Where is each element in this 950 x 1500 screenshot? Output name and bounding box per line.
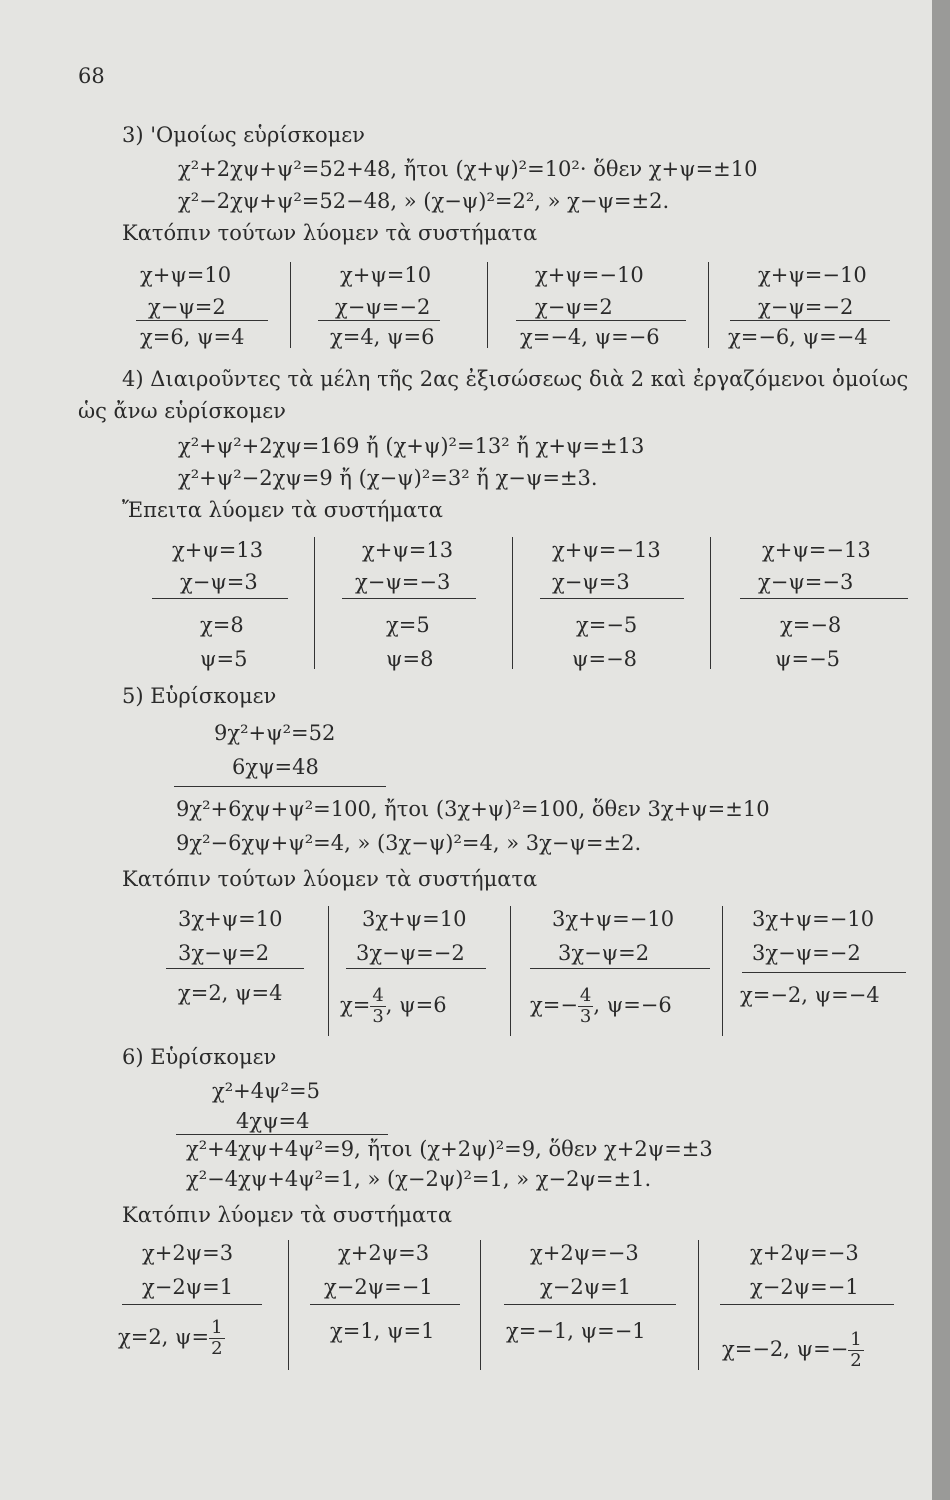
fraction-denominator: 3 <box>372 1006 384 1027</box>
s6-sys2-eq-a: χ+2ψ=3 <box>338 1241 430 1265</box>
s6-sys1-eq-a: χ+2ψ=3 <box>142 1241 234 1265</box>
s5-sys2-fraction <box>370 986 385 1027</box>
s5-given-2: 6χψ=48 <box>232 755 319 779</box>
s4-sys2-result-y: ψ=8 <box>386 647 434 671</box>
section-6-eq2: χ²−4χψ+4ψ²=1, » (χ−2ψ)²=1, » χ−2ψ=±1. <box>186 1167 652 1191</box>
s5-given-rule <box>174 786 386 787</box>
s3-sys3-eq-a: χ+ψ=−10 <box>535 263 644 287</box>
s5-sys3-result-x: χ=− <box>530 993 578 1017</box>
s4-divider-2 <box>512 537 513 669</box>
s5-sys2-result-x: χ= <box>340 993 371 1017</box>
s4-sys4-result-x: χ=−8 <box>780 613 842 637</box>
s5-sys3-result <box>530 986 672 1027</box>
s5-sys2-result <box>340 986 447 1027</box>
s5-given-1: 9χ²+ψ²=52 <box>214 721 336 745</box>
s3-sys1-eq-b: χ−ψ=2 <box>148 295 226 319</box>
section-3-intro: 3) 'Ομοίως εὑρίσκομεν <box>122 123 365 147</box>
s6-given-2: 4χψ=4 <box>236 1109 310 1133</box>
s3-sys2-eq-b: χ−ψ=−2 <box>335 295 431 319</box>
s3-sys4-result: χ=−6, ψ=−4 <box>728 325 868 349</box>
s6-given-rule <box>176 1134 388 1135</box>
section-5-eq2: 9χ²−6χψ+ψ²=4, » (3χ−ψ)²=4, » 3χ−ψ=±2. <box>176 831 642 855</box>
fraction-numerator: 4 <box>579 985 592 1006</box>
s5-sys3-fraction <box>578 986 593 1027</box>
s5-sys1-eq-b: 3χ−ψ=2 <box>178 941 270 965</box>
s3-sys3-result: χ=−4, ψ=−6 <box>520 325 660 349</box>
fraction-numerator: 4 <box>372 985 384 1006</box>
s4-sys4-result-y: ψ=−5 <box>775 647 841 671</box>
s5-sys2-eq-b: 3χ−ψ=−2 <box>356 941 465 965</box>
s5-sys3-eq-a: 3χ+ψ=−10 <box>552 907 675 931</box>
s5-sys2-result-y: , ψ=6 <box>385 993 447 1017</box>
s6-sys2-result: χ=1, ψ=1 <box>330 1319 435 1343</box>
s3-sys4-rule <box>730 320 890 321</box>
s3-sys1-result: χ=6, ψ=4 <box>140 325 245 349</box>
s5-sys1-rule <box>166 968 304 969</box>
s6-divider-3 <box>698 1240 699 1370</box>
fraction-denominator: 2 <box>850 1350 862 1371</box>
s6-sys2-rule <box>310 1304 460 1305</box>
section-4-then: Ἔπειτα λύομεν τὰ συστήματα <box>122 498 443 522</box>
s6-sys3-eq-a: χ+2ψ=−3 <box>530 1241 639 1265</box>
s6-sys1-fraction <box>209 1318 224 1359</box>
s3-sys1-rule <box>136 320 268 321</box>
s6-given-1: χ²+4ψ²=5 <box>212 1079 320 1103</box>
section-4-eq2: χ²+ψ²−2χψ=9 ἤ (χ−ψ)²=3² ἤ χ−ψ=±3. <box>178 466 598 490</box>
section-5-then: Κατόπιν τούτων λύομεν τὰ συστήματα <box>122 867 538 891</box>
section-5-intro: 5) Εὑρίσκομεν <box>122 684 277 708</box>
s6-sys4-eq-b: χ−2ψ=−1 <box>750 1275 859 1299</box>
s6-sys4-result <box>722 1330 864 1371</box>
s5-sys2-eq-a: 3χ+ψ=10 <box>362 907 467 931</box>
s4-sys3-eq-b: χ−ψ=3 <box>552 570 630 594</box>
s5-sys1-result: χ=2, ψ=4 <box>178 981 283 1005</box>
s4-sys1-result-x: χ=8 <box>200 613 244 637</box>
s6-sys3-eq-b: χ−2ψ=1 <box>540 1275 632 1299</box>
s4-sys4-rule <box>740 598 908 599</box>
fraction-numerator: 1 <box>850 1329 862 1350</box>
s4-sys4-eq-a: χ+ψ=−13 <box>762 538 871 562</box>
s4-sys3-result-x: χ=−5 <box>576 613 638 637</box>
s6-divider-1 <box>288 1240 289 1370</box>
s3-sys4-eq-a: χ+ψ=−10 <box>758 263 867 287</box>
s6-sys4-rule <box>720 1304 894 1305</box>
s5-divider-2 <box>510 906 511 1036</box>
s4-sys1-rule <box>152 598 288 599</box>
s4-sys3-eq-a: χ+ψ=−13 <box>552 538 661 562</box>
section-6-then: Κατόπιν λύομεν τὰ συστήματα <box>122 1203 453 1227</box>
s3-sys3-eq-b: χ−ψ=2 <box>535 295 613 319</box>
section-4-eq1: χ²+ψ²+2χψ=169 ἤ (χ+ψ)²=13² ἤ χ+ψ=±13 <box>178 434 645 458</box>
section-6-eq1: χ²+4χψ+4ψ²=9, ἤτοι (χ+2ψ)²=9, ὅθεν χ+2ψ=±3 <box>186 1137 713 1161</box>
s5-sys4-rule <box>742 972 906 973</box>
s6-sys4-result-text: χ=−2, ψ=− <box>722 1337 849 1361</box>
s3-sys4-eq-b: χ−ψ=−2 <box>758 295 854 319</box>
s4-sys2-eq-b: χ−ψ=−3 <box>355 570 451 594</box>
s5-sys2-rule <box>346 968 486 969</box>
page-number: 68 <box>78 64 105 88</box>
fraction-numerator: 1 <box>211 1317 223 1338</box>
s5-sys3-result-y: , ψ=−6 <box>593 993 672 1017</box>
s5-divider-1 <box>328 906 329 1036</box>
s6-sys1-rule <box>122 1304 262 1305</box>
page-edge-shadow <box>932 0 950 1500</box>
s5-sys4-eq-b: 3χ−ψ=−2 <box>752 941 861 965</box>
s4-sys3-rule <box>540 598 684 599</box>
s3-sys2-eq-a: χ+ψ=10 <box>340 263 432 287</box>
section-5-eq1: 9χ²+6χψ+ψ²=100, ἤτοι (3χ+ψ)²=100, ὅθεν 3χ+ψ=±10 <box>176 797 770 821</box>
section-4-intro-line2: ὡς ἄνω εὑρίσκομεν <box>78 399 286 423</box>
s4-sys1-eq-b: χ−ψ=3 <box>180 570 258 594</box>
s6-divider-2 <box>480 1240 481 1370</box>
fraction-denominator: 3 <box>579 1006 592 1027</box>
s4-sys1-result-y: ψ=5 <box>200 647 248 671</box>
s3-sys1-eq-a: χ+ψ=10 <box>140 263 232 287</box>
s4-sys4-eq-b: χ−ψ=−3 <box>758 570 854 594</box>
s5-sys3-eq-b: 3χ−ψ=2 <box>558 941 650 965</box>
s6-sys1-result <box>118 1318 225 1359</box>
s4-sys2-eq-a: χ+ψ=13 <box>362 538 454 562</box>
s3-sys2-result: χ=4, ψ=6 <box>330 325 435 349</box>
s6-sys1-result-text: χ=2, ψ= <box>118 1325 210 1349</box>
s3-sys2-rule <box>318 320 440 321</box>
s5-sys4-eq-a: 3χ+ψ=−10 <box>752 907 875 931</box>
section-3-eq2: χ²−2χψ+ψ²=52−48, » (χ−ψ)²=2², » χ−ψ=±2. <box>178 189 670 213</box>
s3-sys3-rule <box>516 320 686 321</box>
fraction-denominator: 2 <box>211 1338 223 1359</box>
s6-sys4-eq-a: χ+2ψ=−3 <box>750 1241 859 1265</box>
s5-sys3-rule <box>530 968 710 969</box>
s5-sys1-eq-a: 3χ+ψ=10 <box>178 907 283 931</box>
s4-divider-3 <box>710 537 711 669</box>
s4-divider-1 <box>314 537 315 669</box>
section-3-then: Κατόπιν τούτων λύομεν τὰ συστήματα <box>122 221 538 245</box>
s6-sys1-eq-b: χ−2ψ=1 <box>142 1275 234 1299</box>
s4-sys2-rule <box>342 598 476 599</box>
s6-sys4-fraction <box>848 1330 863 1371</box>
s3-divider-2 <box>487 262 488 348</box>
s5-divider-3 <box>722 906 723 1036</box>
s5-sys4-result: χ=−2, ψ=−4 <box>740 983 880 1007</box>
s4-sys1-eq-a: χ+ψ=13 <box>172 538 264 562</box>
section-6-intro: 6) Εὑρίσκομεν <box>122 1045 277 1069</box>
section-3-eq1: χ²+2χψ+ψ²=52+48, ἤτοι (χ+ψ)²=10²· ὅθεν χ+ψ=±10 <box>178 157 758 181</box>
s6-sys2-eq-b: χ−2ψ=−1 <box>324 1275 433 1299</box>
s6-sys3-rule <box>504 1304 676 1305</box>
section-4-intro-line1: 4) Διαιροῦντες τὰ μέλη τῆς 2ας ἐξισώσεως διὰ 2 καὶ ἐργαζόμενοι ὁμοίως <box>122 367 909 391</box>
s4-sys3-result-y: ψ=−8 <box>572 647 638 671</box>
s4-sys2-result-x: χ=5 <box>386 613 430 637</box>
s3-divider-1 <box>290 262 291 348</box>
s3-divider-3 <box>708 262 709 348</box>
s6-sys3-result: χ=−1, ψ=−1 <box>506 1319 646 1343</box>
